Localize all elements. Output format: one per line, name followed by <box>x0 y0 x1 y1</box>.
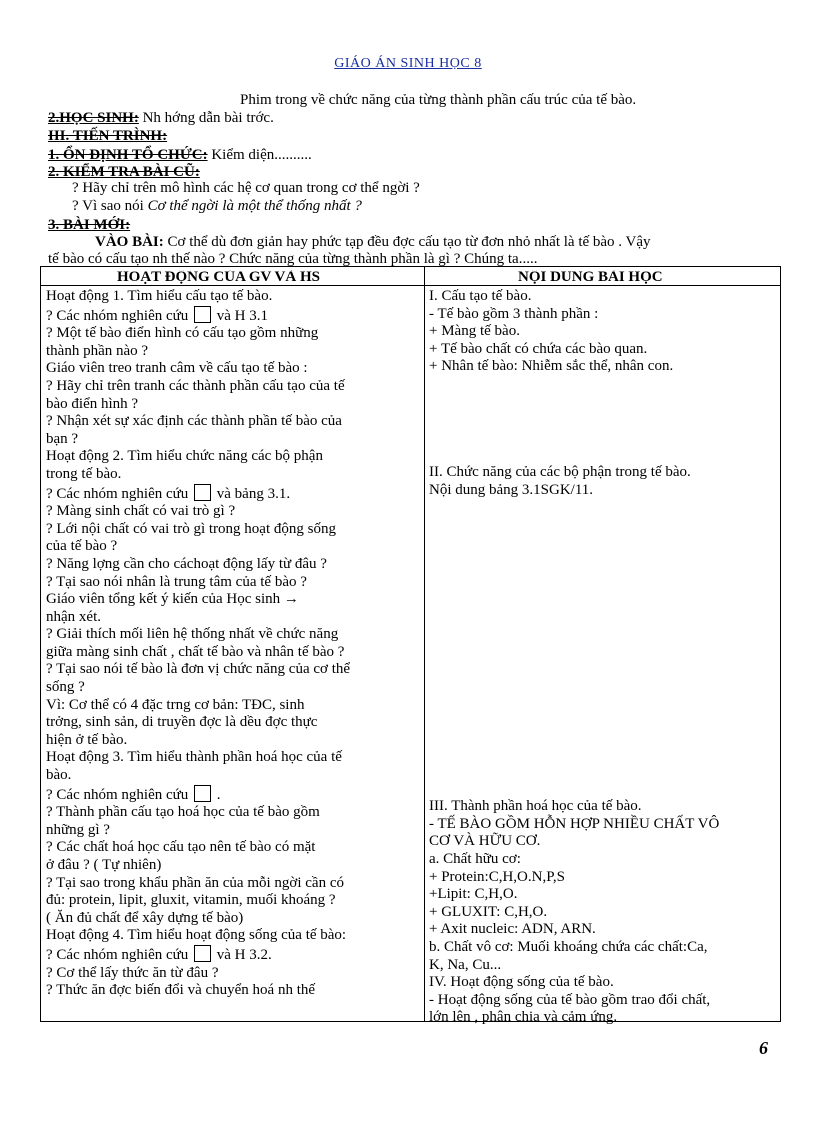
right-row <box>429 517 781 535</box>
document-header-title: GIÁO ÁN SINH HỌC 8 <box>334 56 482 71</box>
right-row <box>429 710 781 728</box>
vao-bai-line-1 <box>95 234 651 251</box>
question-2-italic: Cơ thể ngời là một thể thống nhất ? <box>147 198 362 214</box>
left-row: ? Các nhóm nghiên cứu . <box>46 786 221 803</box>
left-row: ? Năng lợng cần cho cáchoạt động lấy từ đâu ? <box>46 555 327 572</box>
right-row: + Axit nucleic: ADN, ARN. <box>429 921 596 938</box>
reference-box-icon <box>194 306 211 323</box>
left-row: Giáo viên treo tranh câm về cấu tạo tế bào : <box>46 360 308 377</box>
left-row: ? Màng sinh chất có vai trò gì ? <box>46 503 236 520</box>
left-row: sống ? <box>46 679 85 696</box>
right-row: K, Na, Cu... <box>429 956 502 973</box>
right-row: IV. Hoạt động sống của tế bào. <box>429 974 614 991</box>
right-row: - TẾ BÀO GỒM HỖN HỢP NHIỀU CHẤT VÔ <box>429 815 720 832</box>
left-row: ? Nhận xét sự xác định các thành phần tế bào của <box>46 413 342 430</box>
right-row <box>429 675 781 693</box>
reference-box-icon <box>194 945 211 962</box>
left-row: Giáo viên tổng kết ý kiến của Học sinh → <box>46 591 299 608</box>
right-row <box>429 728 781 746</box>
right-row: lớn lên , phân chia và cảm ứng. <box>429 1009 618 1026</box>
kiem-tra-heading: 2. KIỂM TRA BÀI CŨ: <box>48 164 200 180</box>
on-dinh-text: Kiểm diện.......... <box>207 147 312 163</box>
hoc-sinh-line <box>48 110 274 127</box>
left-row: của tế bào ? <box>46 538 118 555</box>
table-header-left: HOẠT ĐỘNG CỦA GV VÀ HS <box>117 270 320 285</box>
right-row: a. Chất hữu cơ: <box>429 851 521 867</box>
left-row: hiện ở tế bào. <box>46 731 128 748</box>
bai-moi-heading: 3. BÀI MỚI: <box>48 217 131 233</box>
right-row: + Protein:C,H,O.N,P,S <box>429 868 565 885</box>
left-row: ? Các nhóm nghiên cứu và H 3.2. <box>46 946 272 963</box>
vao-bai-text-1: Cơ thể dù đơn giản hay phức tạp đều đợc cấu tạo từ đơn nhỏ nhất là tế bào . Vậy <box>163 234 651 250</box>
left-row: ? Các nhóm nghiên cứu và bảng 3.1. <box>46 485 291 502</box>
left-row: Hoạt động 4. Tìm hiểu hoạt động sống của tế bào: <box>46 927 347 944</box>
left-row: Hoạt động 2. Tìm hiểu chức năng các bộ phận <box>46 448 323 465</box>
left-row: ở đâu ? ( Tự nhiên) <box>46 857 162 873</box>
right-row <box>429 693 781 711</box>
left-row: Vì: Cơ thể có 4 đặc trng cơ bản: TĐC, sinh <box>46 696 305 713</box>
tien-trinh-heading: III. TIẾN TRÌNH: <box>48 128 168 144</box>
left-row: Hoạt động 3. Tìm hiểu thành phần hoá học của tế <box>46 749 342 766</box>
right-row <box>429 640 781 658</box>
left-row: Hoạt động 1. Tìm hiểu cấu tạo tế bào. <box>46 288 273 304</box>
question-2 <box>72 198 362 215</box>
right-row <box>429 657 781 675</box>
left-row: ( Ăn đủ chất để xây dựng tế bào) <box>46 909 244 926</box>
right-row: + Màng tế bào. <box>429 323 520 340</box>
left-row: ? Thức ăn đợc biến đổi và chuyển hoá nh thế <box>46 982 316 999</box>
right-row: + GLUXIT: C,H,O. <box>429 903 548 920</box>
right-row: Nội dung bảng 3.1SGK/11. <box>429 481 594 498</box>
table-header-right: NỘI DUNG BÀI HỌC <box>518 270 663 285</box>
right-row <box>429 534 781 552</box>
left-row: bạn ? <box>46 430 79 447</box>
vao-bai-line-2: tế bào có cấu tạo nh thế nào ? Chức năng của từng thành phần là gì ? Chúng ta..... <box>48 251 538 267</box>
right-row: + Nhân tế bào: Nhiễm sắc thể, nhân con. <box>429 358 674 375</box>
question-1: ? Hãy chỉ trên mô hình các hệ cơ quan trong cơ thể ngời ? <box>72 180 420 196</box>
left-row: bào. <box>46 767 72 784</box>
table-column-divider <box>424 267 425 1021</box>
right-row: b. Chất vô cơ: Muối khoáng chứa các chất:Ca, <box>429 938 708 955</box>
right-row: II. Chức năng của các bộ phận trong tế bào. <box>429 463 691 480</box>
left-row: ? Cơ thể lấy thức ăn từ đâu ? <box>46 964 219 981</box>
left-row: nhận xét. <box>46 608 101 625</box>
left-row: đủ: protein, lipit, gluxit, vitamin, muối khoáng ? <box>46 892 336 909</box>
vao-bai-label: VÀO BÀI: <box>95 234 164 250</box>
left-row: ? Một tế bào điển hình có cấu tạo gồm những <box>46 325 319 342</box>
table-header-divider <box>41 285 780 286</box>
right-row: - Hoạt động sống của tế bào gồm trao đổi chất, <box>429 991 711 1008</box>
right-row: + Tế bào chất có chứa các bào quan. <box>429 340 648 357</box>
right-row: - Tế bào gồm 3 thành phần : <box>429 305 599 322</box>
left-row: ? Các chất hoá học cấu tạo nên tế bào có mặt <box>46 839 316 856</box>
left-row: ? Tại sao nói tế bào là đơn vị chức năng của cơ thể <box>46 661 351 678</box>
left-row: bào điển hình ? <box>46 395 139 412</box>
on-dinh-label: 1. ỔN ĐỊNH TỔ CHỨC: <box>48 147 208 163</box>
left-row: trởng, sinh sản, di truyền đợc là dều đợc thực <box>46 714 318 731</box>
left-row: trong tế bào. <box>46 465 122 482</box>
right-row <box>429 446 781 464</box>
right-row <box>429 587 781 605</box>
left-row: ? Thành phần cấu tạo hoá học của tế bào gồm <box>46 804 320 821</box>
hoc-sinh-text: Nh hớng dẫn bài trớc. <box>138 110 274 126</box>
right-row <box>429 394 781 412</box>
left-row: ? Hãy chỉ trên tranh các thành phần cấu tạo của tế <box>46 377 345 394</box>
left-row: những gì ? <box>46 821 110 838</box>
right-column <box>429 288 781 1027</box>
on-dinh-line <box>48 147 312 164</box>
left-row: ? Giải thích mối liên hệ thống nhất về chức năng <box>46 626 339 643</box>
left-row: ? Tại sao nói nhân là trung tâm của tế bào ? <box>46 573 307 590</box>
page-number: 6 <box>759 1038 768 1058</box>
right-row <box>429 411 781 429</box>
left-row: giữa màng sinh chất , chất tế bào và nhân tế bào ? <box>46 643 345 660</box>
right-row: +Lipit: C,H,O. <box>429 886 518 903</box>
right-row: CƠ VÀ HỮU CƠ. <box>429 833 541 850</box>
right-row <box>429 781 781 799</box>
right-row <box>429 552 781 570</box>
reference-box-icon <box>194 785 211 802</box>
right-row <box>429 622 781 640</box>
reference-box-icon <box>194 484 211 501</box>
intro-line-1: Phim trong về chức năng của từng thành phần cấu trúc của tế bào. <box>240 92 637 108</box>
lesson-table <box>40 266 781 1026</box>
right-row: I. Cấu tạo tế bào. <box>429 288 532 304</box>
right-row <box>429 499 781 517</box>
right-row <box>429 763 781 781</box>
left-row: ? Các nhóm nghiên cứu và H 3.1 <box>46 307 269 324</box>
left-row: thành phần nào ? <box>46 342 149 359</box>
right-row <box>429 745 781 763</box>
left-row: ? Tại sao trong khẩu phần ăn của mỗi ngời cần có <box>46 874 344 891</box>
right-row <box>429 605 781 623</box>
right-row <box>429 376 781 394</box>
right-row <box>429 429 781 447</box>
right-row: III. Thành phần hoá học của tế bào. <box>429 798 642 815</box>
right-row <box>429 570 781 588</box>
left-column <box>46 288 421 1000</box>
question-2-prefix: ? Vì sao nói <box>72 198 148 214</box>
left-row: ? Lới nội chất có vai trò gì trong hoạt động sống <box>46 520 336 537</box>
hoc-sinh-label: 2.HỌC SINH: <box>48 110 139 126</box>
